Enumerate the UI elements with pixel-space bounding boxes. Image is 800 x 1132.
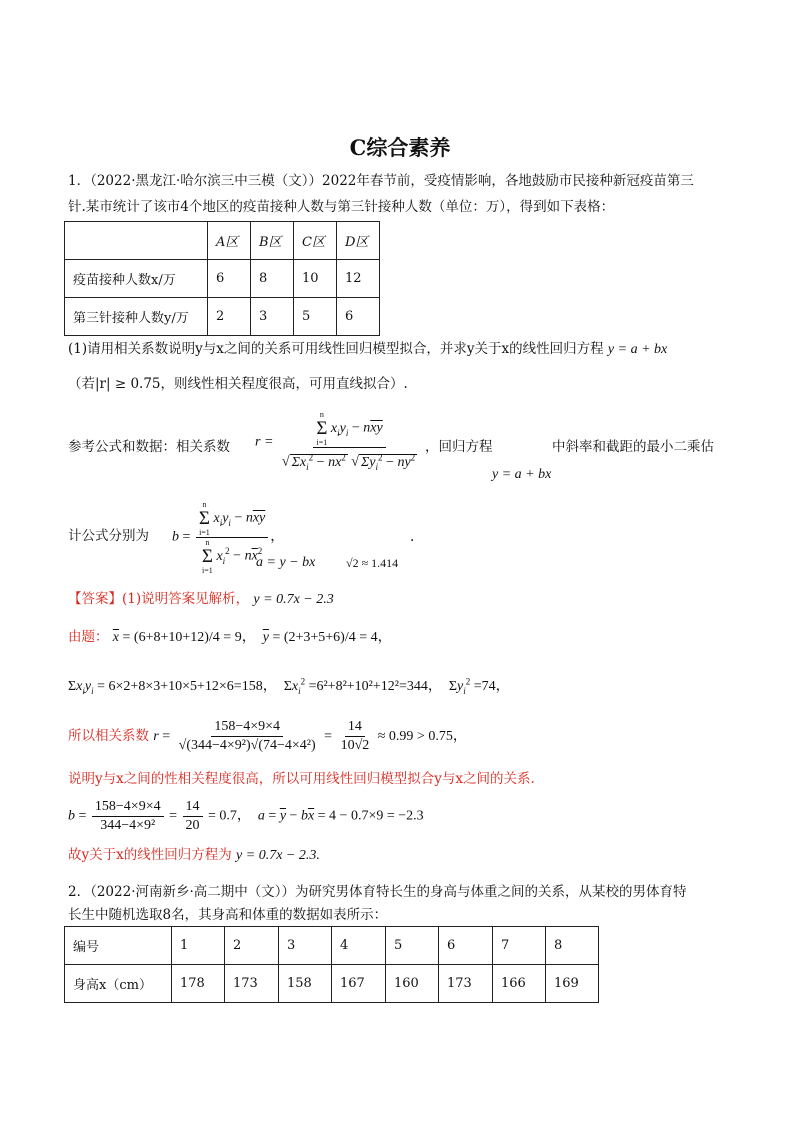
table-row (65, 927, 599, 965)
b-denominator: 344−4×9² (100, 818, 156, 833)
table-cell (65, 222, 208, 260)
answer-text: (1)说明答案见解析， (122, 591, 250, 607)
table-cell: B区 (251, 222, 294, 260)
table-cell: 1 (172, 927, 225, 965)
answer-line (68, 590, 334, 609)
table-cell: 10 (294, 260, 337, 298)
final-equation: y = 0.7x − 2.3. (236, 848, 320, 863)
table-cell: 8 (546, 927, 599, 965)
table-cell: 167 (332, 965, 386, 1003)
q1-part1 (68, 340, 667, 359)
table-cell: 4 (332, 927, 386, 965)
table-cell: 178 (172, 965, 225, 1003)
table-cell: A区 (208, 222, 251, 260)
table-cell: 5 (386, 927, 439, 965)
table-cell: 166 (493, 965, 546, 1003)
solution-label: 由题： (68, 629, 109, 645)
table-cell: 5 (294, 298, 337, 336)
sum-y2: =74 (473, 679, 496, 694)
solution-sums: $\Sigma x_iy_i = 6\times 2+8\times 3+10\times 5+12\times 6=158$， $\Sigma x_i^2 =6^2+8^2+10^2+12^2=344$， $\Sigma y_i^2 =74$， (68, 676, 510, 696)
b-numerator: 158−4×9×4 (92, 798, 164, 817)
solution-final (68, 846, 320, 865)
mean-y: = (2+3+5+6)/4 = 4 (272, 630, 378, 645)
sum-xy: 6×2+8×3+10×5+12×6=158 (108, 679, 263, 694)
q1-stem-line2: 针.某市统计了该市4个地区的疫苗接种人数与第三针接种人数（单位：万），得到如下表格： (68, 199, 615, 215)
correlation-formula: r = n Σ i=1 $x_iy_i - n\overline{xy}$ √ $\Sigma x_i^2 - n\overline{x}^2$ √ $\Sigma y_i^2 - n\overline{y}^2$ (255, 410, 416, 472)
table-cell: 8 (251, 260, 294, 298)
q2-table (64, 926, 599, 1003)
table-cell: C区 (294, 222, 337, 260)
solution-means: 由题： $\overline{x} = (6+8+10+12)/4 = 9$， $\overline{y} = (2+3+5+6)/4 = 4$， (68, 629, 392, 645)
table-row (65, 298, 380, 336)
intercept-formula: a = y − bx (256, 555, 316, 570)
q1-part1-equation: y = a + bx (607, 342, 668, 357)
q1-table (64, 221, 380, 336)
table-cell: 身高x（cm） (65, 965, 172, 1003)
table-cell: 6 (337, 298, 380, 336)
r-numerator: 158−4×9×4 (211, 718, 283, 737)
q1-calc-label: 计公式分别为 (68, 528, 149, 544)
solution-r-label: 所以相关系数 (68, 728, 149, 745)
table-cell: 2 (225, 927, 279, 965)
table-cell: 第三针接种人数y/万 (65, 298, 208, 336)
table-cell: 疫苗接种人数x/万 (65, 260, 208, 298)
table-cell: 编号 (65, 927, 172, 965)
q1-stem-line1: 1．（2022·黑龙江·哈尔滨三中三模（文））2022年春节前，受疫情影响，各地鼓励市民接种新冠疫苗第三 (68, 173, 694, 189)
table-cell: 2 (208, 298, 251, 336)
q1-ref-label: 参考公式和数据：相关系数 (68, 439, 230, 455)
q2-stem-line2: 长生中随机选取8名，其身高和体重的数据如表所示： (68, 907, 388, 923)
table-cell: 169 (546, 965, 599, 1003)
a-result: = 4 − 0.7×9 = −2.3 (317, 808, 424, 824)
table-cell: 6 (208, 260, 251, 298)
r-result: ≈ 0.99 > 0.75 (377, 728, 453, 744)
table-cell: 158 (279, 965, 332, 1003)
solution-coefficients: b = $\frac{158-4\times 9\times 4}{\text{344−4×9²}}$ = $\frac{14}{20}$ = 0.7， $a = \overline{y} - b\overline{x} = 4 - 0.7\times 9 = -2.3$ (68, 799, 424, 833)
table-cell: 12 (337, 260, 380, 298)
table-cell: 173 (439, 965, 493, 1003)
q1-part1-text: (1)请用相关系数说明y与x之间的关系可用线性回归模型拟合，并求y关于x的线性回归方程 (68, 341, 604, 357)
sqrt2-value: √2 ≈ 1.414 (346, 556, 399, 570)
table-cell: 173 (225, 965, 279, 1003)
period: . (410, 529, 415, 545)
table-row (65, 260, 380, 298)
table-row (65, 222, 380, 260)
slope-formula: b = n Σ i=1 $x_iy_i - n\overline{xy}$ n Σ i=1 $x_i^2 - n\overline{x}^2$ ， (172, 500, 285, 575)
answer-label: 【答案】 (68, 591, 122, 607)
q1-ref-tail: 中斜率和截距的最小二乘估 (552, 439, 714, 455)
page-title: C综合素养 (349, 135, 451, 160)
q1-note: （若|r| ≥ 0.75，则线性相关程度很高，可用直线拟合）. (68, 376, 408, 392)
solution-conclusion: 说明y与x之间的性相关程度很高，所以可用线性回归模型拟合y与x之间的关系. (68, 771, 535, 787)
q1-ref-mid: ，回归方程 (425, 439, 493, 455)
table-cell: 6 (439, 927, 493, 965)
table-cell: D区 (337, 222, 380, 260)
solution-r: 所以相关系数 r = $\frac{158-4\times 9\times 4}{\text{√(344−4×9²)√(74−4×4²)}}$ = $\frac{14}{10√2}$ ≈ 0.99 > 0.75， (68, 719, 467, 753)
mean-x: = (6+8+10+12)/4 = 9 (122, 630, 242, 645)
table-cell: 7 (493, 927, 546, 965)
answer-equation: y = 0.7x − 2.3 (253, 592, 334, 607)
table-cell: 3 (279, 927, 332, 965)
sum-x2: =6²+8²+10²+12²=344 (308, 679, 428, 694)
regression-equation: y = a + bx (492, 467, 552, 482)
final-text: 故y关于x的线性回归方程为 (68, 847, 232, 863)
table-cell: 3 (251, 298, 294, 336)
q2-stem-line1: 2．（2022·河南新乡·高二期中（文））为研究男体育特长生的身高与体重之间的关系，从某校的男体育特 (68, 884, 687, 900)
table-row (65, 965, 599, 1003)
table-cell: 160 (386, 965, 439, 1003)
